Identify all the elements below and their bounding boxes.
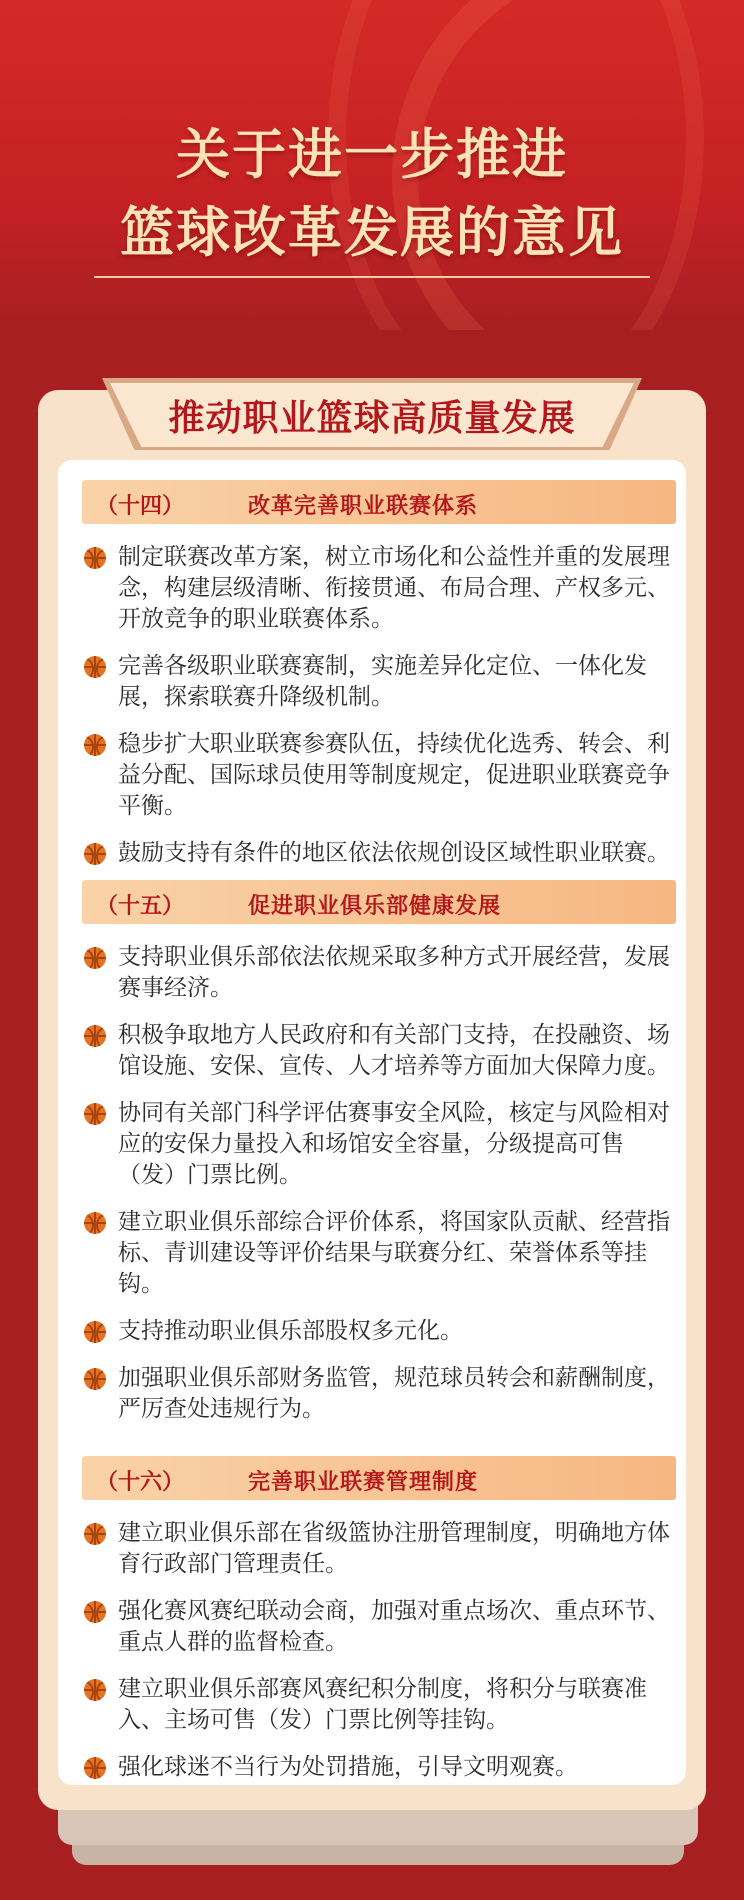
item-text: 鼓励支持有条件的地区依法依规创设区域性职业联赛。 (118, 840, 670, 866)
section-number: （十四） (96, 494, 185, 519)
basketball-icon (84, 1679, 106, 1701)
item-text: 制定联赛改革方案，树立市场化和公益性并重的发展理念，构建层级清晰、衔接贯通、布局合理、产权多元、开放竞争的职业联赛体系。 (118, 544, 670, 632)
item-text: 支持推动职业俱乐部股权多元化。 (118, 1318, 463, 1344)
list-item (82, 942, 676, 1004)
list-item (82, 1752, 676, 1783)
list-item (82, 1207, 676, 1300)
section-title: 促进职业俱乐部健康发展 (248, 894, 502, 919)
item-text: 积极争取地方人民政府和有关部门支持，在投融资、场馆设施、安保、宣传、人才培养等方面加大保障力度。 (118, 1022, 670, 1079)
item-text: 建立职业俱乐部在省级篮协注册管理制度，明确地方体育行政部门管理责任。 (118, 1520, 670, 1577)
item-list (82, 1518, 676, 1783)
banner-title: 推动职业篮球高质量发展 (168, 398, 576, 439)
item-text: 强化球迷不当行为处罚措施，引导文明观赛。 (118, 1754, 578, 1780)
page-title-line1: 关于进一步推进 (176, 123, 568, 186)
basketball-icon (84, 1321, 106, 1343)
page-title-line2: 篮球改革发展的意见 (120, 201, 624, 264)
list-item (82, 729, 676, 822)
basketball-icon (84, 1757, 106, 1779)
item-list (82, 542, 676, 869)
item-text: 建立职业俱乐部赛风赛纪积分制度，将积分与联赛准入、主场可售（发）门票比例等挂钩。 (118, 1676, 647, 1733)
list-item (82, 1596, 676, 1658)
item-text: 建立职业俱乐部综合评价体系，将国家队贡献、经营指标、青训建设等评价结果与联赛分红、荣誉体系等挂钩。 (118, 1209, 670, 1297)
section-title: 完善职业联赛管理制度 (248, 1470, 479, 1495)
section-number: （十六） (96, 1470, 185, 1495)
title-divider (94, 276, 650, 278)
list-item (82, 542, 676, 635)
section-number: （十五） (96, 894, 185, 919)
list-item (82, 838, 676, 869)
list-item (82, 1316, 676, 1347)
list-item (82, 1020, 676, 1082)
list-item (82, 1098, 676, 1191)
basketball-icon (84, 1601, 106, 1623)
basketball-icon (84, 1212, 106, 1234)
section-14 (82, 480, 676, 885)
list-item (82, 1363, 676, 1425)
basketball-icon (84, 734, 106, 756)
section-header (82, 880, 676, 924)
item-text: 支持职业俱乐部依法依规采取多种方式开展经营，发展赛事经济。 (118, 944, 670, 1001)
item-text: 加强职业俱乐部财务监管，规范球员转会和薪酬制度，严厉查处违规行为。 (118, 1365, 670, 1422)
basketball-icon (84, 1368, 106, 1390)
basketball-icon (84, 1103, 106, 1125)
item-text: 完善各级职业联赛赛制，实施差异化定位、一体化发展，探索联赛升降级机制。 (118, 653, 647, 710)
item-text: 协同有关部门科学评估赛事安全风险，核定与风险相对应的安保力量投入和场馆安全容量，分级提高可售（发）门票比例。 (118, 1100, 670, 1188)
section-15 (82, 880, 676, 1441)
basketball-icon (84, 1523, 106, 1545)
item-text: 强化赛风赛纪联动会商，加强对重点场次、重点环节、重点人群的监督检查。 (118, 1598, 670, 1655)
section-header (82, 480, 676, 524)
section-header (82, 1456, 676, 1500)
list-item (82, 1518, 676, 1580)
list-item (82, 651, 676, 713)
item-text: 稳步扩大职业联赛参赛队伍，持续优化选秀、转会、利益分配、国际球员使用等制度规定，促进职业联赛竞争平衡。 (118, 731, 670, 819)
list-item (82, 1674, 676, 1736)
basketball-icon (84, 656, 106, 678)
section-title: 改革完善职业联赛体系 (248, 494, 479, 519)
item-list (82, 942, 676, 1425)
basketball-icon (84, 1025, 106, 1047)
section-16 (82, 1456, 676, 1799)
basketball-icon (84, 843, 106, 865)
basketball-icon (84, 947, 106, 969)
basketball-icon (84, 547, 106, 569)
